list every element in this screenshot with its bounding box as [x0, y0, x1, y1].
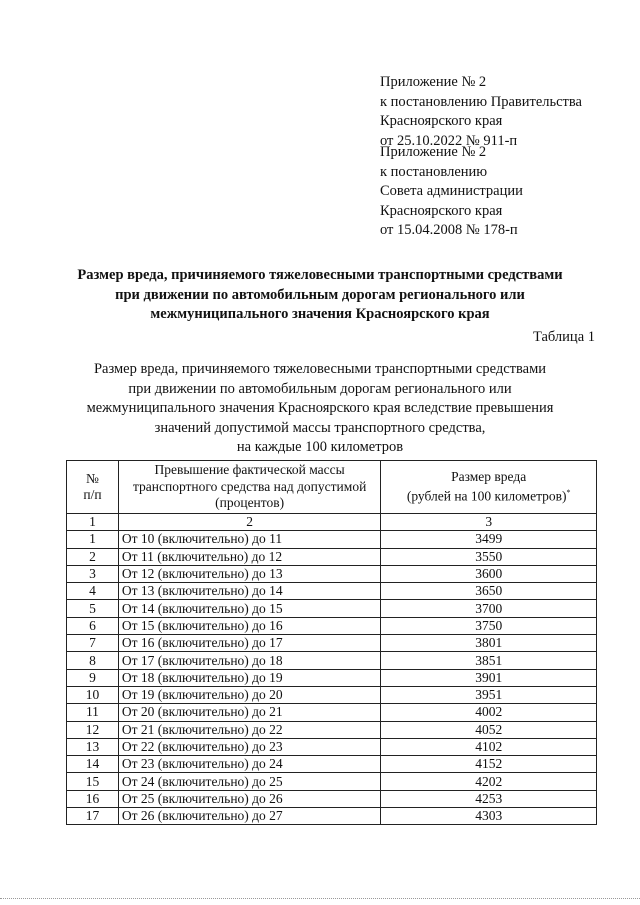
- caption-line: межмуниципального значения Красноярского края вследствие превышения: [86, 400, 554, 416]
- row-number: 12: [67, 721, 119, 738]
- caption-line: Размер вреда, причиняемого тяжеловесными транспортными средствами: [93, 361, 547, 377]
- row-number: 13: [67, 738, 119, 755]
- row-value: 3901: [381, 669, 597, 686]
- row-value: 4152: [381, 756, 597, 773]
- row-range: От 15 (включительно) до 16: [118, 617, 380, 634]
- header-line: (процентов): [215, 495, 285, 511]
- row-number: 11: [67, 704, 119, 721]
- column-number: 2: [118, 514, 380, 531]
- row-number: 9: [67, 669, 119, 686]
- row-value: 3750: [381, 617, 597, 634]
- table-row: [67, 565, 597, 582]
- table-row: [67, 548, 597, 565]
- table-row: [67, 617, 597, 634]
- annex-line: Приложение № 2: [380, 74, 487, 90]
- row-number: 7: [67, 635, 119, 652]
- table-row: [67, 600, 597, 617]
- header-number: [67, 461, 119, 514]
- header-line: п/п: [83, 487, 102, 502]
- row-value: 4303: [381, 808, 597, 825]
- row-range: От 24 (включительно) до 25: [118, 773, 380, 790]
- annex-line: от 15.04.2008 № 178-п: [380, 222, 518, 238]
- table-row: [67, 704, 597, 721]
- table-row: [67, 808, 597, 825]
- row-value: 4002: [381, 704, 597, 721]
- table-row: [67, 756, 597, 773]
- row-range: От 26 (включительно) до 27: [118, 808, 380, 825]
- table-row: [67, 790, 597, 807]
- row-value: 4253: [381, 790, 597, 807]
- row-number: 5: [67, 600, 119, 617]
- annex-line: к постановлению: [380, 163, 488, 180]
- annex-line: Совета администрации: [380, 183, 523, 199]
- header-line: №: [86, 470, 99, 486]
- header-harm-amount: [381, 461, 597, 514]
- header-line: [384, 485, 593, 505]
- row-range: От 23 (включительно) до 24: [118, 756, 380, 773]
- column-number: 1: [67, 514, 119, 531]
- row-number: 10: [67, 686, 119, 703]
- row-range: От 19 (включительно) до 20: [118, 686, 380, 703]
- row-value: 3600: [381, 565, 597, 582]
- header-line: Размер вреда: [451, 468, 527, 484]
- table-label: Таблица 1: [532, 329, 595, 345]
- table-row: [67, 773, 597, 790]
- table-row: [67, 635, 597, 652]
- table-row: [67, 738, 597, 755]
- row-range: От 21 (включительно) до 22: [118, 721, 380, 738]
- annex-line: Приложение № 2: [380, 144, 487, 160]
- column-number-row: [67, 514, 597, 531]
- annex-reference-government: [380, 73, 582, 151]
- annex-line: к постановлению Правительства: [380, 93, 582, 110]
- row-number: 17: [67, 808, 119, 825]
- row-number: 1: [67, 531, 119, 548]
- row-number: 2: [67, 548, 119, 565]
- harm-table: [66, 460, 597, 825]
- row-value: 4202: [381, 773, 597, 790]
- row-range: От 25 (включительно) до 26: [118, 790, 380, 807]
- row-number: 15: [67, 773, 119, 790]
- scan-edge: [0, 898, 640, 905]
- caption-line: на каждые 100 километров: [236, 439, 404, 455]
- header-line: Превышение фактической массы: [154, 462, 345, 478]
- annex-line: Красноярского края: [380, 202, 503, 219]
- row-range: От 22 (включительно) до 23: [118, 738, 380, 755]
- title-line: Размер вреда, причиняемого тяжеловесными транспортными средствами: [77, 267, 563, 283]
- row-value: 3801: [381, 635, 597, 652]
- row-number: 4: [67, 583, 119, 600]
- title-line: межмуниципального значения Красноярского края: [150, 306, 490, 322]
- row-number: 6: [67, 617, 119, 634]
- table-header-row: [67, 461, 597, 514]
- row-value: 3851: [381, 652, 597, 669]
- caption-line: значений допустимой массы транспортного средства,: [154, 419, 486, 436]
- row-range: От 20 (включительно) до 21: [118, 704, 380, 721]
- row-number: 8: [67, 652, 119, 669]
- table-caption: [40, 360, 600, 458]
- table-row: [67, 669, 597, 686]
- row-value: 4102: [381, 738, 597, 755]
- row-range: От 18 (включительно) до 19: [118, 669, 380, 686]
- annex-reference-council: [380, 143, 523, 241]
- table-row: [67, 652, 597, 669]
- table-row: [67, 531, 597, 548]
- row-range: От 11 (включительно) до 12: [118, 548, 380, 565]
- row-range: От 13 (включительно) до 14: [118, 583, 380, 600]
- row-value: 3550: [381, 548, 597, 565]
- row-range: От 16 (включительно) до 17: [118, 635, 380, 652]
- table-row: [67, 583, 597, 600]
- row-number: 16: [67, 790, 119, 807]
- row-value: 3499: [381, 531, 597, 548]
- title-line: при движении по автомобильным дорогам регионального или: [115, 286, 525, 303]
- row-value: 3650: [381, 583, 597, 600]
- row-number: 3: [67, 565, 119, 582]
- document-title: [40, 266, 600, 325]
- row-range: От 10 (включительно) до 11: [118, 531, 380, 548]
- table-row: [67, 721, 597, 738]
- row-range: От 14 (включительно) до 15: [118, 600, 380, 617]
- row-range: От 12 (включительно) до 13: [118, 565, 380, 582]
- footnote-mark: *: [566, 488, 571, 498]
- table-row: [67, 686, 597, 703]
- annex-line: от 25.10.2022 № 911-п: [380, 132, 518, 149]
- row-range: От 17 (включительно) до 18: [118, 652, 380, 669]
- header-text: (рублей на 100 километров): [406, 488, 567, 504]
- column-number: 3: [381, 514, 597, 531]
- row-value: 3951: [381, 686, 597, 703]
- row-value: 3700: [381, 600, 597, 617]
- caption-line: при движении по автомобильным дорогам регионального или: [128, 380, 512, 397]
- row-number: 14: [67, 756, 119, 773]
- header-line: транспортного средства над допустимой: [132, 478, 367, 494]
- annex-line: Красноярского края: [380, 113, 503, 129]
- header-excess: [118, 461, 380, 514]
- row-value: 4052: [381, 721, 597, 738]
